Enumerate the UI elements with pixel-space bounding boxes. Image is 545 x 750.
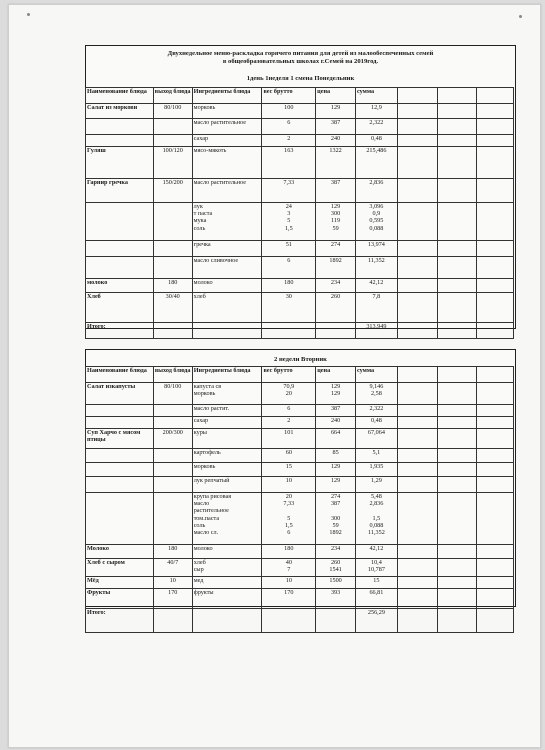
day2-cell-ingredients: молоко bbox=[192, 545, 262, 559]
day2-cell-output bbox=[153, 493, 192, 545]
day2-cell-weight: 10 bbox=[262, 477, 316, 493]
day2-header-price: цена bbox=[316, 367, 356, 383]
day1-cell-output bbox=[153, 203, 192, 241]
day2-cell-price: 274 387 300 59 1892 bbox=[316, 493, 356, 545]
empty-cell bbox=[397, 383, 437, 405]
day2-cell-price: 129 bbox=[316, 477, 356, 493]
day2-cell-name bbox=[86, 477, 154, 493]
empty-cell bbox=[477, 119, 514, 135]
empty-cell bbox=[437, 589, 477, 609]
day2-cell-price: 129 bbox=[316, 463, 356, 477]
day2-cell-name bbox=[86, 449, 154, 463]
empty-cell bbox=[437, 293, 477, 323]
day2-header-ingredients: Ингредиенты блюда bbox=[192, 367, 262, 383]
day2-header-output: выход блюда bbox=[153, 367, 192, 383]
table-row bbox=[86, 545, 514, 559]
day2-cell-price: 129 129 bbox=[316, 383, 356, 405]
day1-cell-weight: 100 bbox=[262, 104, 316, 119]
day1-header-ingredients: Ингредиенты блюда bbox=[192, 88, 262, 104]
empty-cell bbox=[437, 203, 477, 241]
day2-cell-sum: 0,48 bbox=[355, 417, 397, 429]
day2-cell-ingredients: лук репчатый bbox=[192, 477, 262, 493]
table-row bbox=[86, 577, 514, 589]
day1-title-line1: Двухнедельное меню-раскладка горячего питания для детей из малообеспеченных семей bbox=[167, 50, 434, 57]
day2-cell-sum: 15 bbox=[355, 577, 397, 589]
day2-cell-price: 260 1541 bbox=[316, 559, 356, 577]
empty-cell bbox=[437, 417, 477, 429]
day2-cell-weight: 10 bbox=[262, 577, 316, 589]
day2-cell-sum: 42,12 bbox=[355, 545, 397, 559]
empty-cell bbox=[397, 279, 437, 293]
empty-cell bbox=[437, 323, 477, 339]
empty-cell bbox=[477, 293, 514, 323]
day2-cell-output: 170 bbox=[153, 589, 192, 609]
day1-header-row bbox=[86, 88, 514, 104]
empty-cell bbox=[397, 477, 437, 493]
empty-cell bbox=[477, 609, 514, 633]
day2-cell-name bbox=[86, 405, 154, 417]
empty-cell bbox=[397, 119, 437, 135]
day1-cell-ingredients: гречка bbox=[192, 241, 262, 257]
table-row bbox=[86, 119, 514, 135]
day1-header-output: выход блюда bbox=[153, 88, 192, 104]
day1-cell-output: 100/120 bbox=[153, 147, 192, 179]
empty-cell bbox=[477, 104, 514, 119]
table-row bbox=[86, 323, 514, 339]
day2-cell-price: 240 bbox=[316, 417, 356, 429]
empty-cell bbox=[437, 405, 477, 417]
day1-cell-sum: 0,48 bbox=[355, 135, 397, 147]
day1-cell-weight: 51 bbox=[262, 241, 316, 257]
day2-cell-weight: 40 7 bbox=[262, 559, 316, 577]
empty-cell bbox=[437, 609, 477, 633]
day1-cell-sum: 42,12 bbox=[355, 279, 397, 293]
day1-cell-price: 1892 bbox=[316, 257, 356, 279]
table-row bbox=[86, 279, 514, 293]
empty-cell bbox=[437, 383, 477, 405]
empty-cell bbox=[477, 493, 514, 545]
day2-cell-ingredients: капуста св морковь bbox=[192, 383, 262, 405]
day1-cell-sum: 12,9 bbox=[355, 104, 397, 119]
day2-cell-sum: 1,29 bbox=[355, 477, 397, 493]
day2-header-row bbox=[86, 367, 514, 383]
day2-cell-ingredients bbox=[192, 609, 262, 633]
day2-cell-ingredients: мед bbox=[192, 577, 262, 589]
day2-cell-output: 200/300 bbox=[153, 429, 192, 449]
day2-cell-price: 85 bbox=[316, 449, 356, 463]
empty-cell bbox=[397, 589, 437, 609]
empty-cell bbox=[477, 577, 514, 589]
table-row bbox=[86, 493, 514, 545]
day1-cell-sum: 11,352 bbox=[355, 257, 397, 279]
day1-cell-price: 1322 bbox=[316, 147, 356, 179]
empty-cell bbox=[437, 463, 477, 477]
day2-cell-name: Фрукты bbox=[86, 589, 154, 609]
day1-cell-ingredients: хлеб bbox=[192, 293, 262, 323]
empty-cell bbox=[437, 135, 477, 147]
day1-cell-name bbox=[86, 257, 154, 279]
empty-cell bbox=[477, 257, 514, 279]
day2-menu-table bbox=[85, 366, 514, 633]
table-row bbox=[86, 241, 514, 257]
day1-header-weight: вес брутто bbox=[262, 88, 316, 104]
day2-cell-weight: 6 bbox=[262, 405, 316, 417]
day1-cell-weight: 6 bbox=[262, 257, 316, 279]
empty-cell bbox=[397, 367, 437, 383]
day2-cell-ingredients: сахар bbox=[192, 417, 262, 429]
day2-cell-output bbox=[153, 417, 192, 429]
empty-cell bbox=[437, 559, 477, 577]
day1-header-sum: сумма bbox=[355, 88, 397, 104]
day1-cell-sum: 7,8 bbox=[355, 293, 397, 323]
empty-cell bbox=[437, 241, 477, 257]
day1-cell-price: 234 bbox=[316, 279, 356, 293]
table-row bbox=[86, 104, 514, 119]
empty-cell bbox=[477, 589, 514, 609]
day1-cell-ingredients: масло растительное bbox=[192, 179, 262, 203]
day1-cell-price: 387 bbox=[316, 179, 356, 203]
day2-cell-price bbox=[316, 609, 356, 633]
table-row bbox=[86, 135, 514, 147]
day2-cell-sum: 5,48 2,836 1,5 0,088 11,352 bbox=[355, 493, 397, 545]
day2-cell-weight: 15 bbox=[262, 463, 316, 477]
day1-cell-ingredients bbox=[192, 323, 262, 339]
day1-cell-sum: 2,322 bbox=[355, 119, 397, 135]
table-row bbox=[86, 589, 514, 609]
empty-cell bbox=[437, 545, 477, 559]
day2-cell-weight: 180 bbox=[262, 545, 316, 559]
empty-cell bbox=[477, 405, 514, 417]
empty-cell bbox=[397, 449, 437, 463]
empty-cell bbox=[437, 429, 477, 449]
day1-cell-name: Гуляш bbox=[86, 147, 154, 179]
day1-cell-name: Итого: bbox=[86, 323, 154, 339]
day1-cell-weight: 163 bbox=[262, 147, 316, 179]
empty-cell bbox=[437, 279, 477, 293]
day1-cell-name bbox=[86, 203, 154, 241]
table-row bbox=[86, 383, 514, 405]
day1-title-line3: 1день 1неделя 1 смена Понедельник bbox=[246, 75, 355, 82]
day2-cell-sum: 1,935 bbox=[355, 463, 397, 477]
day1-cell-name: Хлеб bbox=[86, 293, 154, 323]
day1-cell-ingredients: молоко bbox=[192, 279, 262, 293]
empty-cell bbox=[437, 119, 477, 135]
menu-day2-section bbox=[85, 349, 516, 616]
table-row bbox=[86, 179, 514, 203]
day1-cell-name bbox=[86, 119, 154, 135]
empty-cell bbox=[437, 493, 477, 545]
day1-cell-price: 129 300 119 59 bbox=[316, 203, 356, 241]
empty-cell bbox=[437, 477, 477, 493]
day1-header-price: цена bbox=[316, 88, 356, 104]
day1-cell-sum: 313,949 bbox=[355, 323, 397, 339]
empty-cell bbox=[437, 179, 477, 203]
day1-cell-name: Салат из моркови bbox=[86, 104, 154, 119]
day2-cell-weight: 20 7,33 5 1,5 6 bbox=[262, 493, 316, 545]
day2-cell-output bbox=[153, 449, 192, 463]
day2-cell-price: 664 bbox=[316, 429, 356, 449]
day2-cell-output bbox=[153, 463, 192, 477]
day1-cell-name: молоко bbox=[86, 279, 154, 293]
empty-cell bbox=[477, 135, 514, 147]
day2-cell-name bbox=[86, 493, 154, 545]
empty-cell bbox=[477, 279, 514, 293]
day1-cell-output: 150/200 bbox=[153, 179, 192, 203]
empty-cell bbox=[397, 417, 437, 429]
empty-cell bbox=[397, 135, 437, 147]
day2-cell-ingredients: картофель bbox=[192, 449, 262, 463]
day1-cell-price: 129 bbox=[316, 104, 356, 119]
empty-cell bbox=[397, 405, 437, 417]
empty-cell bbox=[397, 293, 437, 323]
empty-cell bbox=[477, 559, 514, 577]
day2-cell-sum: 10,4 10,787 bbox=[355, 559, 397, 577]
empty-cell bbox=[397, 429, 437, 449]
day1-cell-sum: 215,486 bbox=[355, 147, 397, 179]
empty-cell bbox=[397, 545, 437, 559]
empty-cell bbox=[397, 323, 437, 339]
day1-cell-name bbox=[86, 241, 154, 257]
day1-header-name: Наименование блюда bbox=[86, 88, 154, 104]
day2-cell-output: 180 bbox=[153, 545, 192, 559]
empty-cell bbox=[437, 88, 477, 104]
empty-cell bbox=[397, 241, 437, 257]
empty-cell bbox=[397, 493, 437, 545]
day2-cell-sum: 66,81 bbox=[355, 589, 397, 609]
day1-cell-output: 180 bbox=[153, 279, 192, 293]
day2-cell-ingredients: куры bbox=[192, 429, 262, 449]
day2-cell-ingredients: морковь bbox=[192, 463, 262, 477]
empty-cell bbox=[397, 147, 437, 179]
day1-cell-output: 80/100 bbox=[153, 104, 192, 119]
day1-cell-price: 387 bbox=[316, 119, 356, 135]
day1-cell-weight: 7,33 bbox=[262, 179, 316, 203]
day2-cell-ingredients: крупа рисовая масло растительное том.паста соль масло сл. bbox=[192, 493, 262, 545]
empty-cell bbox=[397, 179, 437, 203]
day1-cell-output bbox=[153, 323, 192, 339]
day2-cell-weight: 101 bbox=[262, 429, 316, 449]
day1-cell-price bbox=[316, 323, 356, 339]
empty-cell bbox=[437, 449, 477, 463]
empty-cell bbox=[437, 147, 477, 179]
empty-cell bbox=[477, 323, 514, 339]
scan-speck bbox=[519, 15, 522, 18]
day2-header-name: Наименование блюда bbox=[86, 367, 154, 383]
day2-cell-name: Суп Харчо с мясом птицы bbox=[86, 429, 154, 449]
day1-cell-ingredients: морковь bbox=[192, 104, 262, 119]
empty-cell bbox=[477, 179, 514, 203]
day1-cell-weight: 30 bbox=[262, 293, 316, 323]
empty-cell bbox=[477, 367, 514, 383]
empty-cell bbox=[397, 559, 437, 577]
day2-cell-sum: 5,1 bbox=[355, 449, 397, 463]
day2-cell-output bbox=[153, 609, 192, 633]
empty-cell bbox=[477, 417, 514, 429]
day2-cell-name: Мёд bbox=[86, 577, 154, 589]
empty-cell bbox=[477, 477, 514, 493]
day1-cell-weight bbox=[262, 323, 316, 339]
day2-cell-price: 387 bbox=[316, 405, 356, 417]
day1-cell-output bbox=[153, 119, 192, 135]
table-row bbox=[86, 463, 514, 477]
day2-cell-output bbox=[153, 477, 192, 493]
day2-cell-weight: 2 bbox=[262, 417, 316, 429]
empty-cell bbox=[477, 88, 514, 104]
day2-cell-sum: 67,064 bbox=[355, 429, 397, 449]
empty-cell bbox=[437, 367, 477, 383]
day2-cell-output: 40/7 bbox=[153, 559, 192, 577]
day1-cell-price: 274 bbox=[316, 241, 356, 257]
empty-cell bbox=[397, 609, 437, 633]
day1-cell-name bbox=[86, 135, 154, 147]
day1-cell-weight: 180 bbox=[262, 279, 316, 293]
table-row bbox=[86, 417, 514, 429]
day1-cell-output: 30/40 bbox=[153, 293, 192, 323]
day2-cell-ingredients: хлеб сыр bbox=[192, 559, 262, 577]
day2-cell-name bbox=[86, 417, 154, 429]
empty-cell bbox=[437, 257, 477, 279]
empty-cell bbox=[477, 383, 514, 405]
table-row bbox=[86, 293, 514, 323]
day2-cell-weight: 170 bbox=[262, 589, 316, 609]
day1-cell-ingredients: масло сливочное bbox=[192, 257, 262, 279]
day1-cell-ingredients: сахар bbox=[192, 135, 262, 147]
table-row bbox=[86, 449, 514, 463]
day1-cell-ingredients: мясо-мякоть bbox=[192, 147, 262, 179]
empty-cell bbox=[477, 147, 514, 179]
day1-cell-sum: 2,836 bbox=[355, 179, 397, 203]
day2-cell-weight: 70,9 20 bbox=[262, 383, 316, 405]
day2-title: 2 недели Вторник bbox=[274, 356, 327, 363]
table-row bbox=[86, 477, 514, 493]
day1-cell-ingredients: масло растительное bbox=[192, 119, 262, 135]
day1-cell-sum: 13,974 bbox=[355, 241, 397, 257]
day2-cell-name: Хлеб с сыром bbox=[86, 559, 154, 577]
day1-cell-weight: 6 bbox=[262, 119, 316, 135]
day2-cell-weight: 60 bbox=[262, 449, 316, 463]
day2-cell-sum: 9,146 2,58 bbox=[355, 383, 397, 405]
empty-cell bbox=[397, 257, 437, 279]
table-row bbox=[86, 405, 514, 417]
empty-cell bbox=[397, 104, 437, 119]
scan-speck bbox=[27, 13, 30, 16]
day2-header-weight: вес брутто bbox=[262, 367, 316, 383]
day1-cell-output bbox=[153, 257, 192, 279]
day1-cell-ingredients: лук т паста мука соль bbox=[192, 203, 262, 241]
day2-cell-sum: 256,29 bbox=[355, 609, 397, 633]
table-row bbox=[86, 559, 514, 577]
menu-day1-section bbox=[85, 45, 516, 329]
day1-cell-price: 240 bbox=[316, 135, 356, 147]
table-row bbox=[86, 203, 514, 241]
empty-cell bbox=[437, 104, 477, 119]
empty-cell bbox=[477, 203, 514, 241]
day1-cell-sum: 3,096 0,9 0,595 0,088 bbox=[355, 203, 397, 241]
empty-cell bbox=[397, 203, 437, 241]
scanned-page bbox=[8, 4, 541, 748]
table-row bbox=[86, 257, 514, 279]
empty-cell bbox=[477, 545, 514, 559]
day2-cell-price: 393 bbox=[316, 589, 356, 609]
table-row bbox=[86, 147, 514, 179]
day1-cell-weight: 2 bbox=[262, 135, 316, 147]
day1-cell-output bbox=[153, 241, 192, 257]
day2-cell-output: 80/100 bbox=[153, 383, 192, 405]
day2-cell-ingredients: фрукты bbox=[192, 589, 262, 609]
day2-cell-price: 1500 bbox=[316, 577, 356, 589]
day2-cell-name: Салат изкапусты bbox=[86, 383, 154, 405]
empty-cell bbox=[397, 577, 437, 589]
empty-cell bbox=[397, 88, 437, 104]
day1-cell-output bbox=[153, 135, 192, 147]
day1-title-line2: в общеобразовательных школах г.Семей на 2019год. bbox=[222, 58, 379, 65]
empty-cell bbox=[437, 577, 477, 589]
empty-cell bbox=[477, 429, 514, 449]
day2-cell-output: 10 bbox=[153, 577, 192, 589]
day2-cell-name: Итого: bbox=[86, 609, 154, 633]
table-row bbox=[86, 609, 514, 633]
table-row bbox=[86, 429, 514, 449]
day1-cell-price: 260 bbox=[316, 293, 356, 323]
empty-cell bbox=[477, 463, 514, 477]
day2-cell-output bbox=[153, 405, 192, 417]
day1-cell-name: Гарнир гречка bbox=[86, 179, 154, 203]
empty-cell bbox=[397, 463, 437, 477]
day2-cell-sum: 2,322 bbox=[355, 405, 397, 417]
day2-header-sum: сумма bbox=[355, 367, 397, 383]
empty-cell bbox=[477, 241, 514, 257]
day2-cell-price: 234 bbox=[316, 545, 356, 559]
day1-menu-table bbox=[85, 87, 514, 339]
day2-cell-ingredients: масло растит. bbox=[192, 405, 262, 417]
day2-cell-weight bbox=[262, 609, 316, 633]
day2-cell-name: Молоко bbox=[86, 545, 154, 559]
day1-cell-weight: 24 3 5 1,5 bbox=[262, 203, 316, 241]
empty-cell bbox=[477, 449, 514, 463]
day2-cell-name bbox=[86, 463, 154, 477]
